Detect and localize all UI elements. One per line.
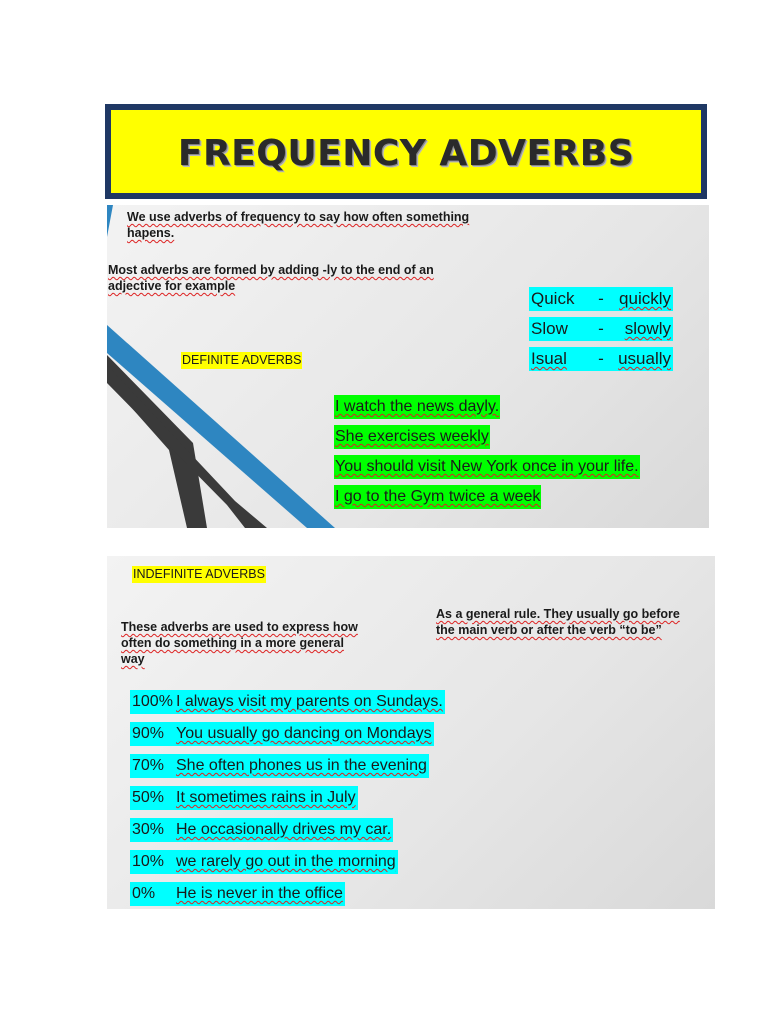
- adjective: Slow: [529, 317, 589, 341]
- definite-example: [334, 485, 541, 509]
- definite-example: [334, 455, 640, 479]
- description-line-2: often do something in a more general: [121, 636, 344, 650]
- definite-adverbs-label: DEFINITE ADVERBS: [182, 353, 302, 367]
- frequency-example: [130, 818, 393, 842]
- frequency-sentence: You usually go dancing on Mondays: [176, 725, 432, 742]
- page-title: FREQUENCY ADVERBS: [177, 133, 635, 174]
- adverb-pair-row: [529, 347, 673, 371]
- frequency-example: [130, 850, 398, 874]
- definite-example-text: I go to the Gym twice a week: [335, 488, 541, 505]
- adverb-pair-row: [529, 287, 673, 311]
- frequency-example: [130, 722, 434, 746]
- definite-example-text: I watch the news dayly.: [335, 398, 500, 415]
- rule-line-1: As a general rule. They usually go before: [436, 607, 680, 621]
- definite-example-text: She exercises weekly: [335, 428, 489, 445]
- formation-line-1: Most adverbs are formed by adding -ly to the end of an: [108, 263, 434, 277]
- adverb: usually: [613, 347, 673, 371]
- definite-example-text: You should visit New York once in your life.: [335, 458, 639, 475]
- frequency-percent: 0%: [132, 885, 156, 902]
- indefinite-description: [121, 619, 358, 667]
- definite-adverbs-slide: [107, 205, 709, 528]
- blue-corner-tab: [107, 205, 113, 237]
- formation-text: [108, 262, 434, 294]
- frequency-percent: 70%: [132, 757, 165, 774]
- formation-line-2: adjective for example: [108, 279, 236, 293]
- frequency-example: [130, 882, 345, 906]
- frequency-example: [130, 690, 445, 714]
- adjective: Isual: [529, 347, 589, 371]
- adjective: Quick: [529, 287, 589, 311]
- intro-line-1: We use adverbs of frequency to say how often something: [127, 210, 470, 224]
- frequency-sentence: She often phones us in the evening: [176, 757, 427, 774]
- frequency-percent: 50%: [132, 789, 165, 806]
- frequency-sentence: He is never in the office: [176, 885, 343, 902]
- definite-example: [334, 425, 490, 449]
- adverb: slowly: [613, 317, 673, 341]
- separator: -: [589, 287, 613, 311]
- frequency-example: [130, 786, 358, 810]
- frequency-percent: 30%: [132, 821, 165, 838]
- description-line-1: These adverbs are used to express how: [121, 620, 358, 634]
- intro-line-2: hapens.: [127, 226, 175, 240]
- adverb-pair-row: [529, 317, 673, 341]
- general-rule-text: [436, 606, 680, 638]
- intro-text: [127, 209, 469, 241]
- indefinite-adverbs-label: INDEFINITE ADVERBS: [133, 567, 265, 581]
- separator: -: [589, 317, 613, 341]
- indefinite-adverbs-slide: [107, 556, 715, 909]
- frequency-sentence: we rarely go out in the morning: [176, 853, 396, 870]
- title-banner: [105, 104, 707, 199]
- frequency-sentence: He occasionally drives my car.: [176, 821, 392, 838]
- frequency-example: [130, 754, 429, 778]
- frequency-percent: 10%: [132, 853, 165, 870]
- frequency-sentence: I always visit my parents on Sundays.: [176, 693, 443, 710]
- frequency-sentence: It sometimes rains in July: [176, 789, 356, 806]
- rule-line-2: the main verb or after the verb “to be”: [436, 623, 662, 637]
- frequency-percent: 90%: [132, 725, 165, 742]
- adverb: quickly: [613, 287, 673, 311]
- description-line-3: way: [121, 652, 145, 666]
- separator: -: [589, 347, 613, 371]
- definite-example: [334, 395, 500, 419]
- frequency-percent: 100%: [132, 693, 173, 710]
